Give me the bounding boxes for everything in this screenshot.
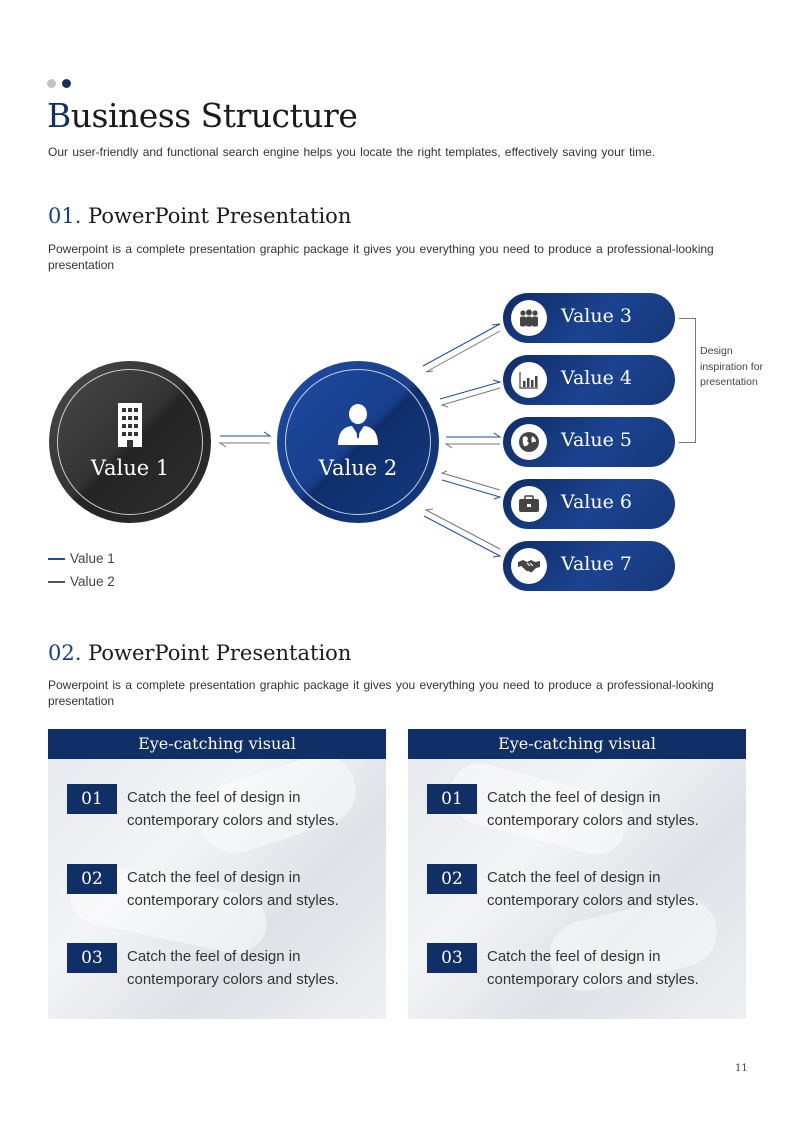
arrow-2-to-4-in xyxy=(442,388,500,407)
arrow-2-to-5-out xyxy=(446,433,500,437)
legend-item-value2 xyxy=(48,574,115,589)
value7-pill xyxy=(503,541,675,591)
section1-number: 01. xyxy=(48,204,82,228)
panel-right xyxy=(408,729,746,1019)
page-title-initial: B xyxy=(47,96,71,135)
item-number-badge: 03 xyxy=(427,943,477,973)
panel-left-heading: Eye-catching visual xyxy=(48,729,386,759)
section2-title xyxy=(48,641,351,665)
item-text: Catch the feel of design in contemporary colors and styles. xyxy=(127,869,339,909)
value3-pill xyxy=(503,293,675,343)
page-title-rest: usiness Structure xyxy=(70,96,358,135)
value1-circle xyxy=(49,361,211,523)
arrow-2-to-7-out xyxy=(424,516,500,557)
arrow-1-to-2-top xyxy=(220,432,270,436)
bar-chart-icon xyxy=(511,362,547,398)
value5-label: Value 5 xyxy=(561,429,632,451)
page-subtitle: Our user-friendly and functional search engine helps you locate the right templates, effectively saving your time. xyxy=(48,145,656,159)
value2-label: Value 2 xyxy=(318,456,398,480)
value7-label: Value 7 xyxy=(561,553,632,575)
arrow-1-to-2-bottom xyxy=(220,443,270,447)
item-text: Catch the feel of design in contemporary colors and styles. xyxy=(487,789,699,829)
item-number-badge: 02 xyxy=(427,864,477,894)
arrow-2-to-7-in xyxy=(426,509,500,549)
item-number-badge: 01 xyxy=(427,784,477,814)
value6-label: Value 6 xyxy=(561,491,632,513)
value5-pill xyxy=(503,417,675,467)
value3-label: Value 3 xyxy=(561,305,632,327)
item-text: Catch the feel of design in contemporary colors and styles. xyxy=(127,789,339,829)
item-number-badge: 03 xyxy=(67,943,117,973)
panel-left-body xyxy=(48,759,386,1019)
value2-circle xyxy=(277,361,439,523)
item-number-badge: 01 xyxy=(67,784,117,814)
value4-pill xyxy=(503,355,675,405)
legend-label-value1: Value 1 xyxy=(70,551,115,566)
legend-swatch-value2 xyxy=(48,581,65,583)
legend-item-value1 xyxy=(48,551,115,566)
section1-title-text: PowerPoint Presentation xyxy=(88,204,352,228)
globe-icon xyxy=(511,424,547,460)
panel-right-body xyxy=(408,759,746,1019)
legend-swatch-value1 xyxy=(48,558,65,560)
section2-description: Powerpoint is a complete presentation graphic package it gives you everything you need to produce a professional-looking presentation xyxy=(48,678,714,708)
panel-left xyxy=(48,729,386,1019)
arrow-2-to-5-in xyxy=(446,444,500,448)
building-icon xyxy=(116,401,144,447)
arrow-2-to-6-out xyxy=(442,480,500,499)
bracket-line xyxy=(679,318,696,443)
page-number: 11 xyxy=(735,1063,748,1074)
legend-label-value2: Value 2 xyxy=(70,574,115,589)
panel-right-heading: Eye-catching visual xyxy=(408,729,746,759)
arrow-2-to-4-out xyxy=(440,380,500,399)
value4-label: Value 4 xyxy=(561,367,632,389)
item-text: Catch the feel of design in contemporary colors and styles. xyxy=(487,948,699,988)
item-text: Catch the feel of design in contemporary colors and styles. xyxy=(127,948,339,988)
section1-description: Powerpoint is a complete presentation graphic package it gives you everything you need to produce a professional-looking presentation xyxy=(48,242,714,272)
item-text: Catch the feel of design in contemporary colors and styles. xyxy=(487,869,699,909)
team-icon xyxy=(511,300,547,336)
arrow-2-to-3-out xyxy=(423,324,500,366)
section2-number: 02. xyxy=(48,641,82,665)
arrow-2-to-3-in xyxy=(426,331,500,372)
briefcase-icon xyxy=(511,486,547,522)
value1-label: Value 1 xyxy=(90,456,170,480)
arrow-2-to-6-in xyxy=(442,471,500,490)
value6-pill xyxy=(503,479,675,529)
person-icon xyxy=(336,403,380,445)
item-number-badge: 02 xyxy=(67,864,117,894)
handshake-icon xyxy=(511,548,547,584)
section2-title-text: PowerPoint Presentation xyxy=(88,641,352,665)
bracket-note: Design inspiration for presentation xyxy=(700,345,764,388)
